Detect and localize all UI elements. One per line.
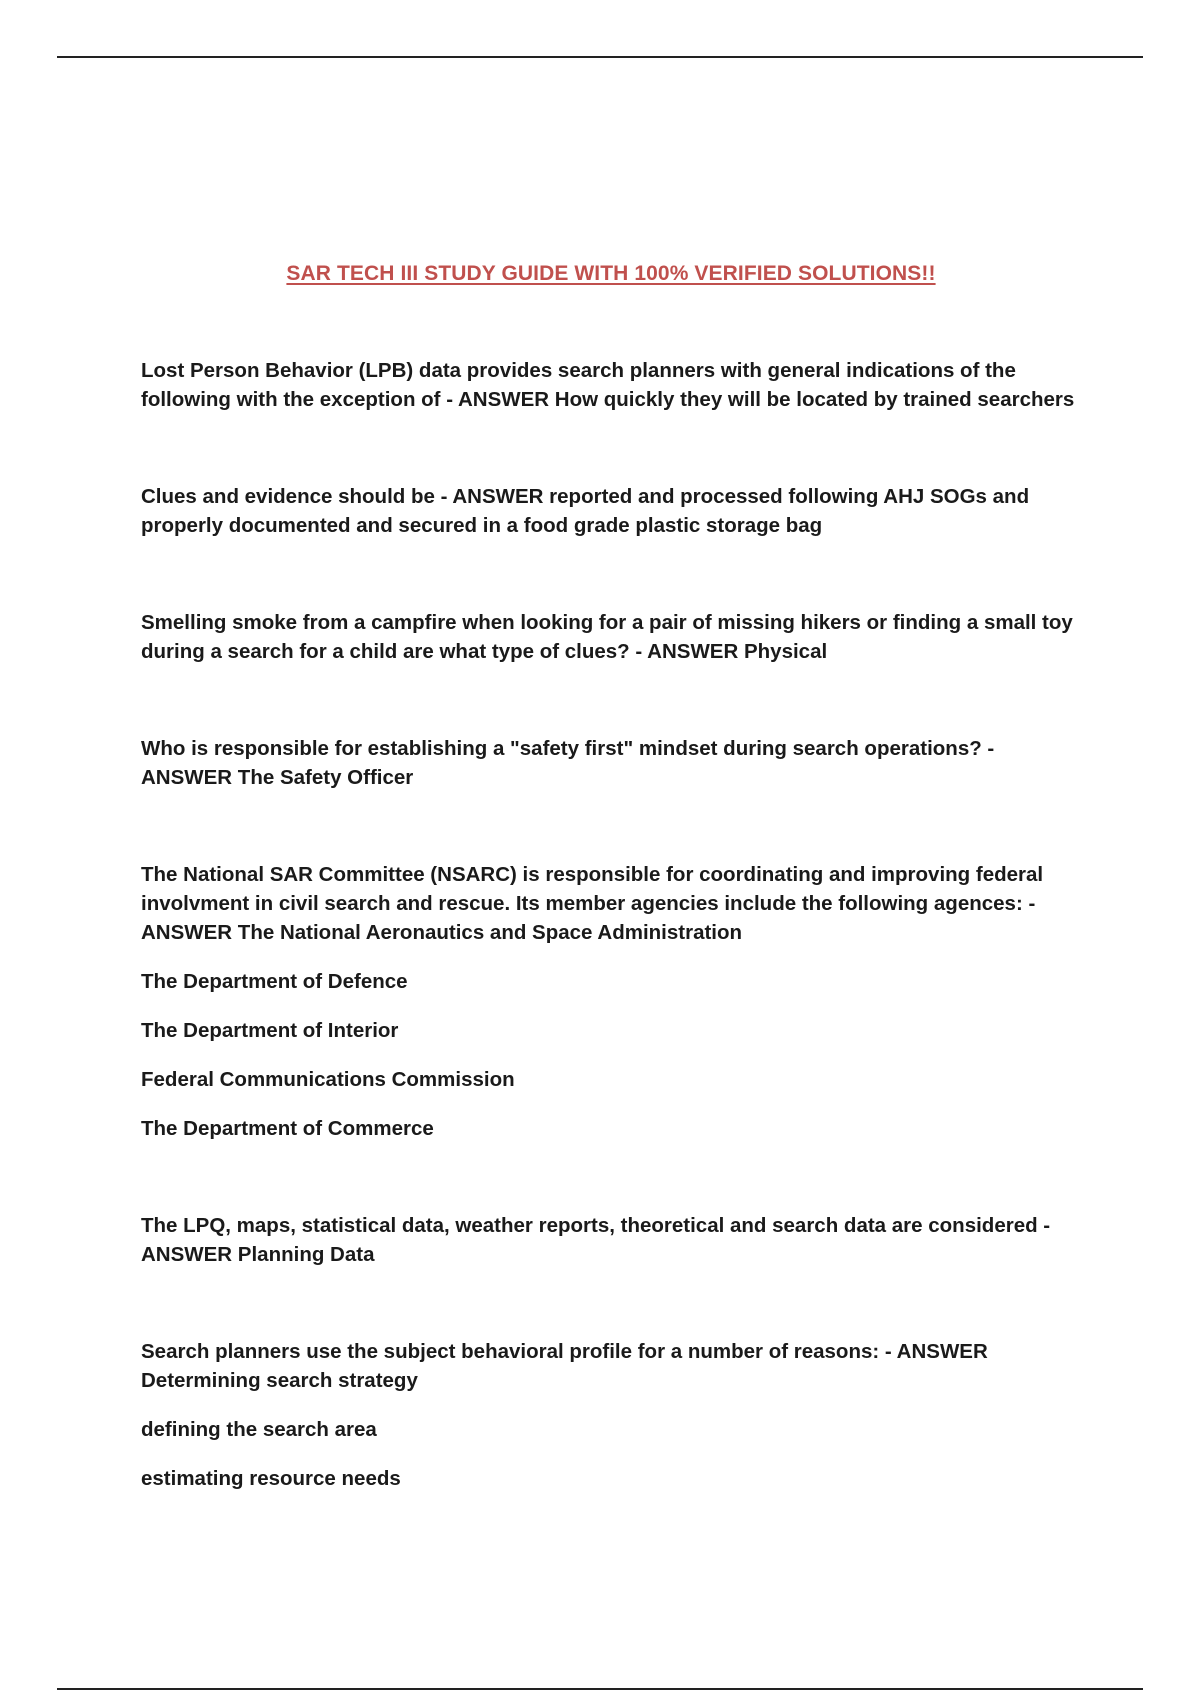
qa-extra-line: estimating resource needs bbox=[141, 1467, 401, 1490]
qa-text: Smelling smoke from a campfire when looking for a pair of missing hikers or finding a small toy during a search for a child are what type of clues? - ANSWER Physical bbox=[141, 611, 1073, 663]
qa-item-1 bbox=[141, 356, 1081, 414]
qa-item-2 bbox=[141, 482, 1081, 540]
qa-text: Who is responsible for establishing a "safety first" mindset during search operations? - ANSWER The Safety Officer bbox=[141, 737, 995, 789]
qa-extra-line: Federal Communications Commission bbox=[141, 1068, 515, 1091]
page-title: SAR TECH III STUDY GUIDE WITH 100% VERIFIED SOLUTIONS!! bbox=[286, 262, 936, 285]
qa-extra-line: defining the search area bbox=[141, 1418, 377, 1441]
qa-extra-line: The Department of Interior bbox=[141, 1019, 399, 1042]
qa-item-6 bbox=[141, 1211, 1081, 1269]
qa-text: The LPQ, maps, statistical data, weather reports, theoretical and search data are considered - ANSWER Planning Data bbox=[141, 1214, 1051, 1266]
top-rule bbox=[57, 56, 1143, 58]
qa-text: Search planners use the subject behavioral profile for a number of reasons: - ANSWER Determining search strategy bbox=[141, 1340, 988, 1392]
qa-extra-line: The Department of Defence bbox=[141, 970, 408, 993]
qa-item-4 bbox=[141, 734, 1081, 792]
qa-item-5 bbox=[141, 860, 1081, 1143]
qa-text: Clues and evidence should be - ANSWER reported and processed following AHJ SOGs and properly documented and secured in a food grade plastic storage bag bbox=[141, 485, 1030, 537]
qa-item-7 bbox=[141, 1337, 1081, 1493]
qa-item-3 bbox=[141, 608, 1081, 666]
qa-extra-line: The Department of Commerce bbox=[141, 1117, 434, 1140]
document-body bbox=[141, 262, 1081, 1561]
bottom-rule bbox=[57, 1688, 1143, 1690]
qa-text: The National SAR Committee (NSARC) is responsible for coordinating and improving federal involvment in civil search and rescue. Its member agencies include the following agences: - ANSWER The National Aeronautics and Space Administration bbox=[141, 863, 1044, 944]
qa-text: Lost Person Behavior (LPB) data provides search planners with general indications of the following with the exception of - ANSWER How quickly they will be located by trained searchers bbox=[141, 359, 1075, 411]
